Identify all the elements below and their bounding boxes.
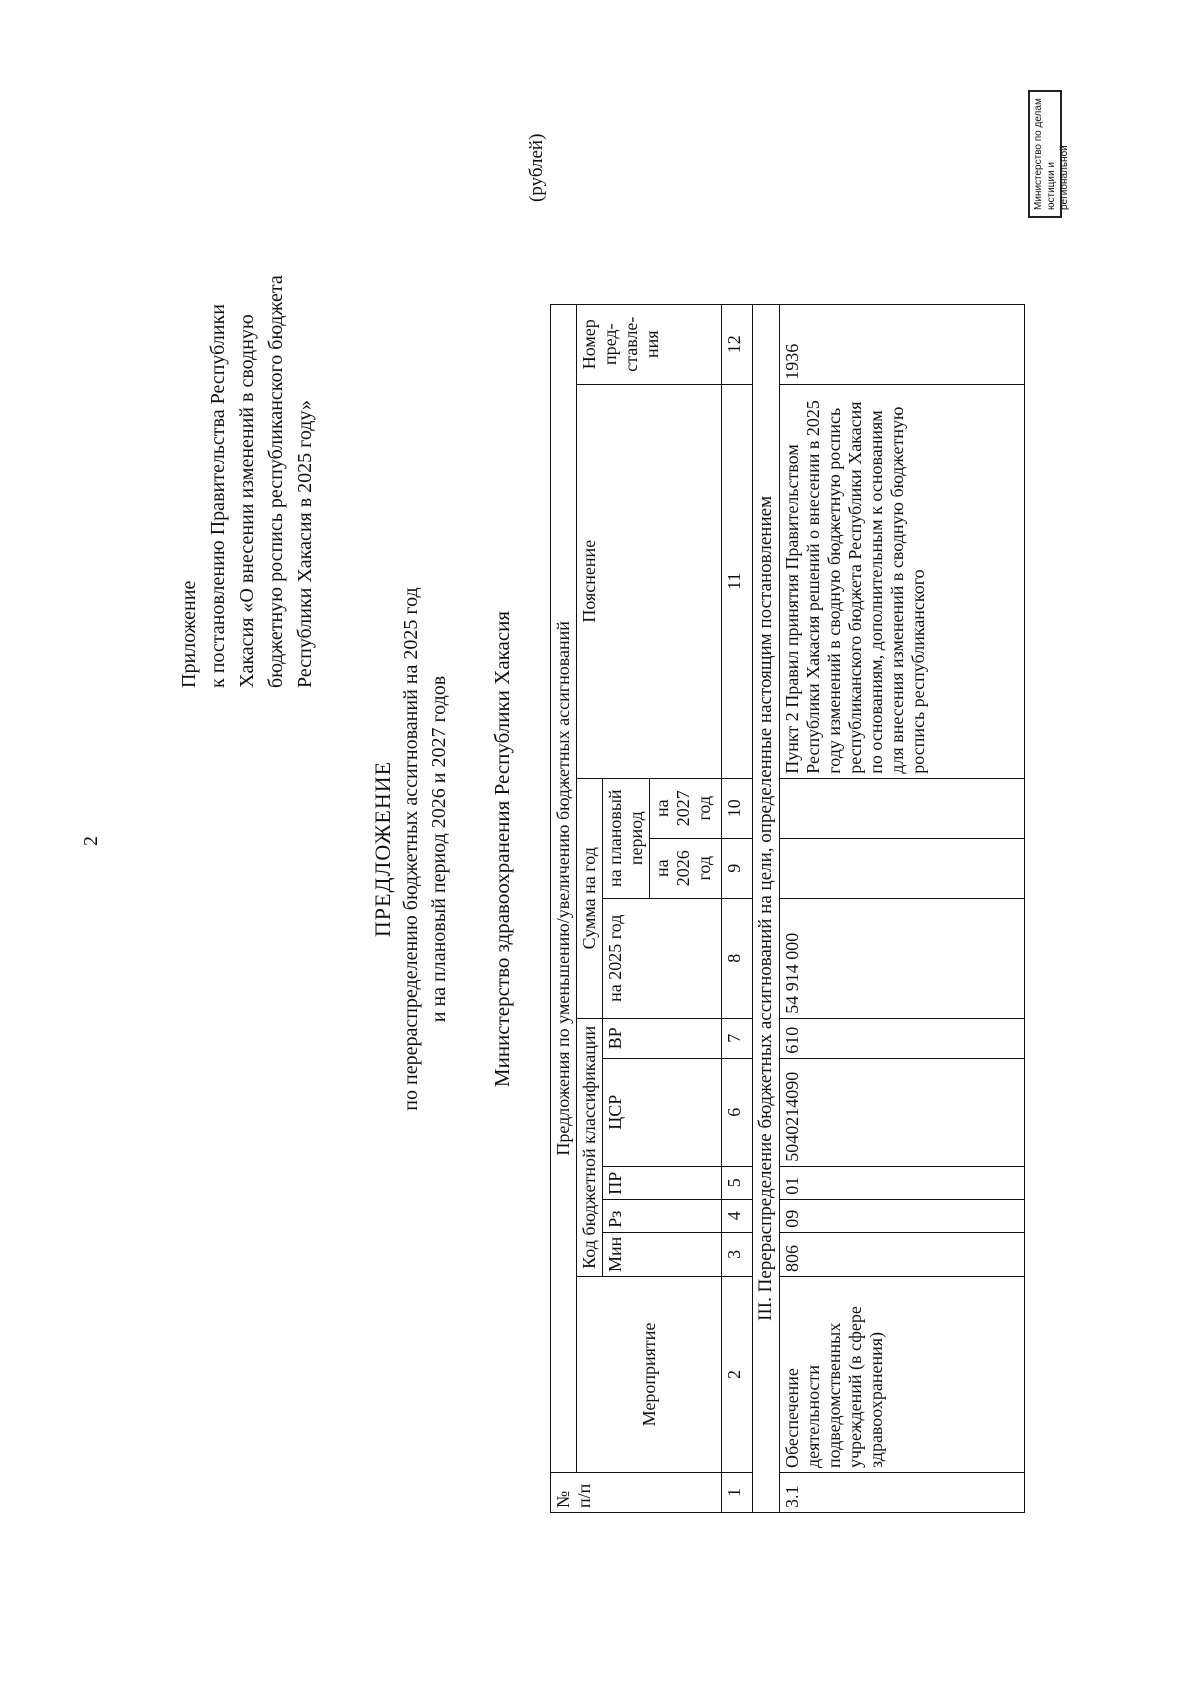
column-number: 7 — [722, 1018, 753, 1058]
row-num: 3.1 — [780, 1473, 1025, 1513]
allocation-table — [550, 304, 1025, 1513]
appendix-line: Республики Хакасия в 2025 году» — [294, 400, 316, 688]
header-2026: на 2026 год — [650, 838, 722, 898]
header-code: Код бюджетной классификации — [577, 1018, 603, 1276]
row-rz: 09 — [780, 1199, 1025, 1232]
row-pr: 01 — [780, 1166, 1025, 1199]
header-rz: Рз — [603, 1199, 722, 1232]
appendix-line: Хакасия «О внесении изменений в сводную — [236, 314, 258, 688]
header-min: Мин — [603, 1232, 722, 1276]
section-title: III. Перераспределение бюджетных ассигнований на цели, определенные настоящим постановлением — [753, 304, 780, 1512]
header-note: Пояснение — [577, 384, 722, 778]
row-csr: 5040214090 — [780, 1058, 1025, 1166]
appendix-line: бюджетную роспись республиканского бюджета — [265, 275, 287, 688]
appendix-block — [175, 48, 320, 688]
header-2027: на 2027 год — [650, 778, 722, 838]
header-plan: на плановый период — [603, 778, 650, 898]
row-sum-2026 — [780, 838, 1025, 898]
column-number: 11 — [722, 384, 753, 778]
column-number: 10 — [722, 778, 753, 838]
document-subtitle: по перераспределению бюджетных ассигнований на 2025 год — [400, 587, 422, 1111]
appendix-line: Приложение — [178, 580, 200, 688]
stamp-line: Министерство по делам — [1033, 98, 1044, 210]
header-vr: ВР — [603, 1018, 722, 1058]
ministry-stamp — [1028, 90, 1070, 218]
column-number: 3 — [722, 1232, 753, 1276]
header-num: № п/п — [551, 1473, 722, 1513]
column-number: 9 — [722, 838, 753, 898]
ministry-name: Министерство здравоохранения Республики Хакасия — [490, 610, 514, 1088]
header-event: Мероприятие — [577, 1277, 722, 1473]
section-row — [753, 304, 780, 1512]
column-number: 2 — [722, 1277, 753, 1473]
column-number: 4 — [722, 1199, 753, 1232]
header-rep: Номер пред-ставле-ния — [577, 304, 722, 384]
column-number: 8 — [722, 898, 753, 1018]
stamp-line: юстиции и региональной — [1046, 145, 1070, 210]
table-row — [780, 304, 1025, 1512]
header-sum: Сумма на год — [577, 778, 603, 1018]
document-title: ПРЕДЛОЖЕНИЕ — [370, 760, 395, 938]
header-2025: на 2025 год — [603, 898, 722, 1018]
appendix-line: к постановлению Правительства Республики — [207, 304, 229, 688]
column-number: 6 — [722, 1058, 753, 1166]
header-pr: ПР — [603, 1166, 722, 1199]
row-rep: 1936 — [780, 304, 1025, 384]
row-sum-2027 — [780, 778, 1025, 838]
page-number: 2 — [80, 836, 102, 846]
row-note: Пункт 2 Правил принятия Правительством Республики Хакасия решений о внесении в 2025 году изменений в сводную бюджетную роспись республиканского бюджета Республики Хакасия по основаниям, дополнительным к основаниям для внесения изменений в сводную бюджетную роспись республиканского — [780, 384, 1025, 778]
row-min: 806 — [780, 1232, 1025, 1276]
row-event: Обеспечение деятельности подведомственных учреждений (в сфере здравоохранения) — [780, 1277, 1025, 1473]
column-number: 12 — [722, 304, 753, 384]
header-group: Предложения по уменьшению/увеличению бюджетных ассигнований — [551, 304, 577, 1472]
document-subtitle: и на плановый период 2026 и 2027 годов — [428, 675, 450, 1023]
unit-label: (рублей) — [526, 133, 547, 202]
row-vr: 610 — [780, 1018, 1025, 1058]
header-csr: ЦСР — [603, 1058, 722, 1166]
column-number: 1 — [722, 1473, 753, 1513]
column-number: 5 — [722, 1166, 753, 1199]
column-number-row — [722, 304, 753, 1512]
row-sum-2025: 54 914 000 — [780, 898, 1025, 1018]
